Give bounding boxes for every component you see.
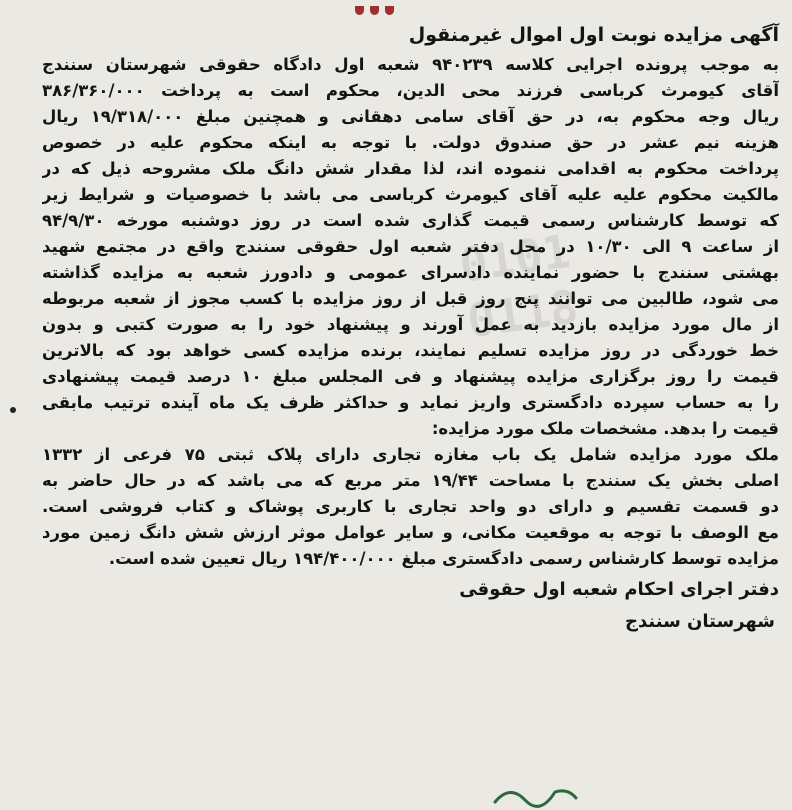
body-line: ملک مورد مزایده شامل یک باب مغازه تجاری دارای پلاک ثبتی ۷۵ فرعی از ۱۳۳۲	[42, 445, 779, 464]
signature-block	[42, 574, 779, 638]
body-line: مزایده توسط کارشناس رسمی دادگستری مبلغ ۱۹۴/۴۰۰/۰۰۰ ریال تعیین شده است.	[108, 549, 779, 568]
body-line: هزینه نیم عشر در حق صندوق دولت. با توجه به اینکه محکوم علیه در خصوص	[42, 133, 779, 152]
body-line: دو قسمت تقسیم و دارای دو واحد تجاری با کاربری پوشاک و کتاب فروشی است.	[42, 497, 779, 516]
body-line: مالکیت محکوم علیه علیه آقای کیومرث کرباسی می باشد با خصوصیات و شرایط زیر	[42, 185, 779, 204]
body-line: خط خوردگی در روز مزایده تسلیم نمایند، برنده مزایده کسی خواهد بود که بالاترین	[42, 341, 779, 360]
body-line: را به حساب سپرده دادگستری واریز نماید و حداکثر ظرف یک ماه آینده ترتیب مابقی	[42, 393, 779, 412]
body-line: می شود، طالبین می توانند پنج روز قبل از روز مزایده با کسب مجوز از شعبه مربوطه	[42, 289, 779, 308]
handwritten-mark	[490, 782, 580, 808]
body-line: پرداخت محکوم به اقدامی ننموده اند، لذا مقدار شش دانگ ملک مشروحه ذیل که در	[42, 159, 779, 178]
body-line: از ساعت ۹ الی ۱۰/۳۰ در محل دفتر شعبه اول حقوقی سنندج واقع در مجتمع شهید	[42, 237, 779, 256]
margin-bullet	[10, 407, 16, 413]
body-line: اصلی بخش یک سنندج با مساحت ۱۹/۴۴ متر مربع که می باشد که در حال حاضر به	[42, 471, 779, 490]
notice-title: آگهی مزایده نوبت اول اموال غیرمنقول	[408, 24, 779, 46]
body-line: به موجب پرونده اجرایی کلاسه ۹۴۰۲۳۹ شعبه اول دادگاه حقوقی شهرستان سنندج	[42, 55, 779, 74]
body-line: قیمت را بدهد. مشخصات ملک مورد مزایده:	[431, 419, 779, 438]
signature-office: دفتر اجرای احکام شعبه اول حقوقی	[459, 579, 779, 600]
notice-body	[42, 52, 779, 572]
top-decoration	[355, 0, 415, 14]
watermark: 0101 0118	[456, 223, 582, 349]
body-line: آقای کیومرث کرباسی فرزند محی الدین، محکوم است به پرداخت ۳۸۶/۳۶۰/۰۰۰	[42, 81, 779, 100]
auction-notice	[42, 18, 779, 638]
body-line: ریال وجه محکوم به، در حق آقای سامی دهقانی و همچنین مبلغ ۱۹/۳۱۸/۰۰۰ ریال	[42, 107, 779, 126]
body-line: بهشتی سنندج با حضور نماینده دادسرای عمومی و دادورز شعبه به مزایده گذاشته	[42, 263, 779, 282]
signature-city: شهرستان سنندج	[625, 611, 775, 632]
body-line: مع الوصف با توجه به موقعیت مکانی، و سایر عوامل موثر ارزش شش دانگ زمین مورد	[42, 523, 779, 542]
body-line: از مال مورد مزایده بازدید به عمل آورند و پیشنهاد خود را به صورت کتبی و بدون	[42, 315, 779, 334]
body-line: که توسط کارشناس رسمی قیمت گذاری شده است در روز دوشنبه مورخه ۹۴/۹/۳۰	[42, 211, 779, 230]
body-line: قیمت را روز برگزاری مزایده پیشنهاد و فی المجلس مبلغ ۱۰ درصد قیمت پیشنهادی	[42, 367, 779, 386]
